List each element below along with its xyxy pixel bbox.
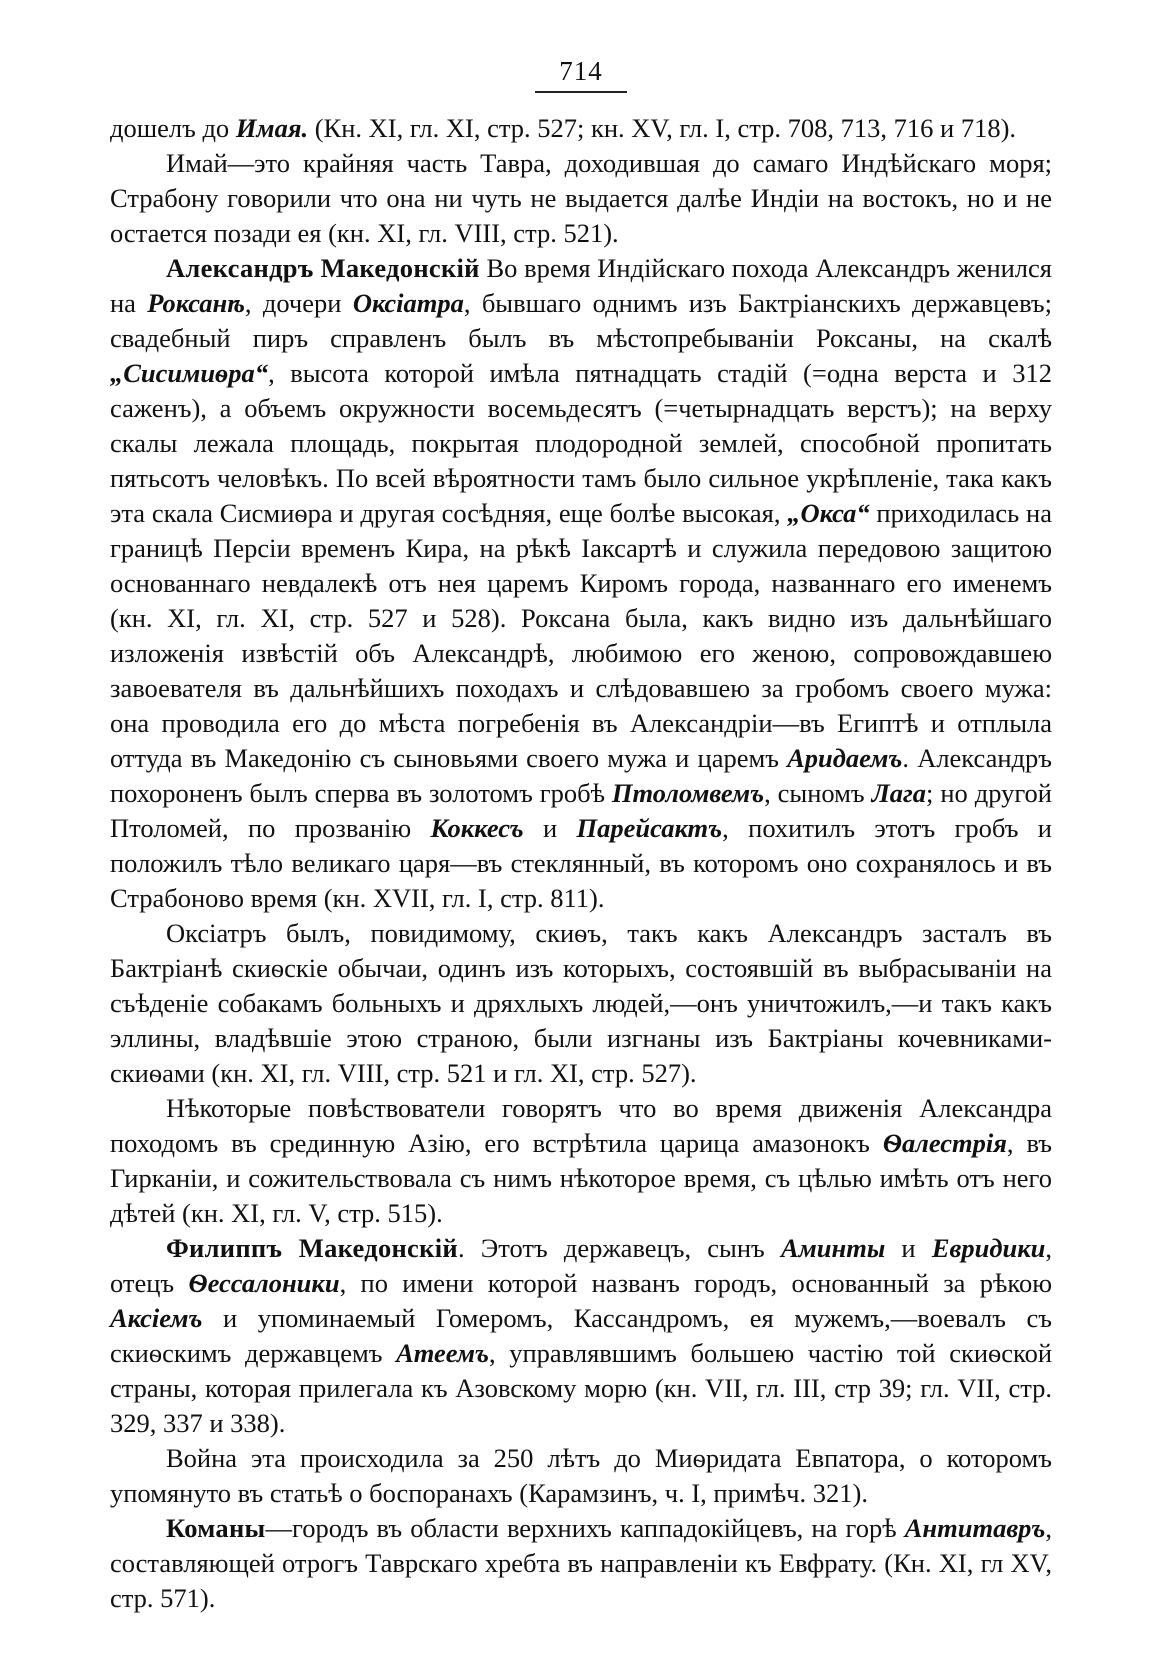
text-run: дошелъ до: [110, 113, 236, 143]
italic-term: Аридаемъ: [787, 743, 903, 773]
text-run: и упоминаемый Гомеромъ, Кассандромъ, ея мужемъ,—воевалъ съ скиѳскимъ державцемъ: [110, 1303, 1052, 1368]
italic-term: Лага: [871, 778, 927, 808]
text-run: , сыномъ: [764, 778, 872, 808]
italic-term: Оксіатра: [352, 288, 464, 318]
text-run: , по имени которой названъ городъ, основанный за рѣкою: [339, 1268, 1052, 1298]
text-run: , высота которой имѣла пятнадцать стадій (=одна верста и 312 саженъ), а объемъ окружности восемьдесятъ (=четырнадцать верстъ); на верху скалы лежала площадь, покрытая плодородной землей, способной пропитать пятьсотъ человѣкъ. По всей вѣроятности тамъ было сильное укрѣпленіе, така какъ эта скала Сисмиѳра и другая сосѣдняя, еще болѣе высокая,: [110, 358, 1052, 528]
text-run: , похитилъ этотъ гробъ и положилъ тѣло великаго царя—въ стеклянный, въ которомъ оно сохранялось и въ Страбоново время (кн. XVII, гл. I, стр. 811).: [110, 813, 1052, 913]
text-run: (Кн. XI, гл. XI, стр. 527; кн. XV, гл. I, стр. 708, 713, 716 и 718).: [308, 113, 1017, 143]
italic-term: Птоломвемъ: [611, 778, 765, 808]
italic-term: Парейсактъ: [576, 813, 723, 843]
text-run: . Этотъ державецъ, сынъ: [457, 1233, 781, 1263]
text-run: и: [885, 1233, 932, 1263]
italic-term: Коккесъ: [430, 813, 524, 843]
italic-term: Ѳессалоники: [188, 1268, 340, 1298]
text-run: , въ Гирканіи, и сожительствовала съ нимъ нѣкоторое время, съ цѣлью имѣть отъ него дѣтей (кн. XI, гл. V, стр. 515).: [110, 1128, 1052, 1228]
entry-heading: Филиппъ Македонскій: [166, 1233, 458, 1263]
text-run: , дочери: [244, 288, 353, 318]
italic-term: Аминты: [780, 1233, 886, 1263]
italic-term: Имая.: [235, 113, 309, 143]
body-text: [110, 111, 1052, 1616]
italic-term: Антитавръ: [904, 1513, 1046, 1543]
paragraph: [110, 916, 1052, 1091]
entry-heading: Александръ Македонскій: [166, 253, 480, 283]
text-run: , отецъ: [110, 1233, 1052, 1298]
entry-heading: Команы: [166, 1513, 266, 1543]
paragraph: [110, 1231, 1052, 1441]
page-number-rule: [535, 91, 627, 93]
text-run: , управлявшимъ большею частію той скиѳской страны, которая прилегала къ Азовскому морю (кн. VII, гл. III, стр 39; гл. VII, стр. 329, 337 и 338).: [110, 1338, 1053, 1438]
page-number: 714: [559, 56, 603, 86]
paragraph: [110, 1511, 1052, 1616]
paragraph: [110, 1091, 1052, 1231]
italic-term: Роксанѣ: [147, 288, 245, 318]
text-run: . Александръ похороненъ былъ сперва въ золотомъ гробѣ: [110, 743, 1052, 808]
paragraph: [110, 111, 1052, 146]
paragraph: [110, 1441, 1052, 1511]
italic-term: Атеемъ: [396, 1338, 490, 1368]
paragraph: [110, 146, 1052, 251]
italic-term: Евридики: [931, 1233, 1046, 1263]
text-run: —городъ въ области верхнихъ каппадокійцевъ, на горѣ: [265, 1513, 905, 1543]
text-run: Война эта происходила за 250 лѣтъ до Миѳридата Евпатора, о которомъ упомянуто въ статьѣ о боспоранахъ (Карамзинъ, ч. I, примѣч. 321).: [110, 1443, 1052, 1508]
text-run: Нѣкоторые повѣствователи говорятъ что во время движенія Александра походомъ въ срединную Азію, его встрѣтила царица амазонокъ: [110, 1093, 1052, 1158]
paragraph: [110, 251, 1052, 916]
text-run: Имай—это крайняя часть Тавра, доходившая до самаго Индѣйскаго моря; Страбону говорили что она ни чуть не выдается далѣе Индіи на востокъ, но и не остается позади ея (кн. XI, гл. VIII, стр. 521).: [110, 148, 1052, 248]
italic-term: Ѳалестрія: [882, 1128, 1007, 1158]
text-run: ; но другой Птоломей, по прозванію: [110, 778, 1052, 843]
text-run: , составляющей отрогъ Таврскаго хребта въ направленіи къ Евфрату. (Кн. XI, гл XV, стр. 571).: [110, 1513, 1052, 1613]
text-run: , бывшаго однимъ изъ Бактріанскихъ державцевъ; свадебный пиръ справленъ былъ въ мѣстопребываніи Роксаны, на скалѣ: [110, 288, 1052, 353]
text-run: Во время Индійскаго похода Александръ женился на: [110, 253, 1052, 318]
italic-term: „Окса“: [787, 498, 870, 528]
text-run: приходилась на границѣ Персіи временъ Кира, на рѣкѣ Іаксартѣ и служила передовою защитою основаннаго невдалекѣ отъ нея царемъ Киромъ города, названнаго его именемъ (кн. XI, гл. XI, стр. 527 и 528). Роксана была, какъ видно изъ дальнѣйшаго изложенія извѣстій объ Александрѣ, любимою его женою, сопровождавшею завоевателя въ дальнѣйшихъ походахъ и слѣдовавшею за гробомъ своего мужа: она проводила его до мѣста погребенія въ Александріи—въ Египтѣ и отплыла оттуда въ Македонію съ сыновьями своего мужа и царемъ: [110, 498, 1052, 773]
text-run: и: [523, 813, 577, 843]
italic-term: „Сисимиѳра“: [110, 358, 269, 388]
italic-term: Аксіемъ: [110, 1303, 203, 1333]
text-run: Оксіатръ былъ, повидимому, скиѳъ, такъ какъ Александръ засталъ въ Бактріанѣ скиѳскіе обычаи, одинъ изъ которыхъ, состоявшій въ выбрасываніи на съѣденіе собакамъ больныхъ и дряхлыхъ людей,—онъ уничтожилъ,—и такъ какъ эллины, владѣвшіе этою страною, были изгнаны изъ Бактріаны кочевниками-скиѳами (кн. XI, гл. VIII, стр. 521 и гл. XI, стр. 527).: [110, 918, 1052, 1088]
